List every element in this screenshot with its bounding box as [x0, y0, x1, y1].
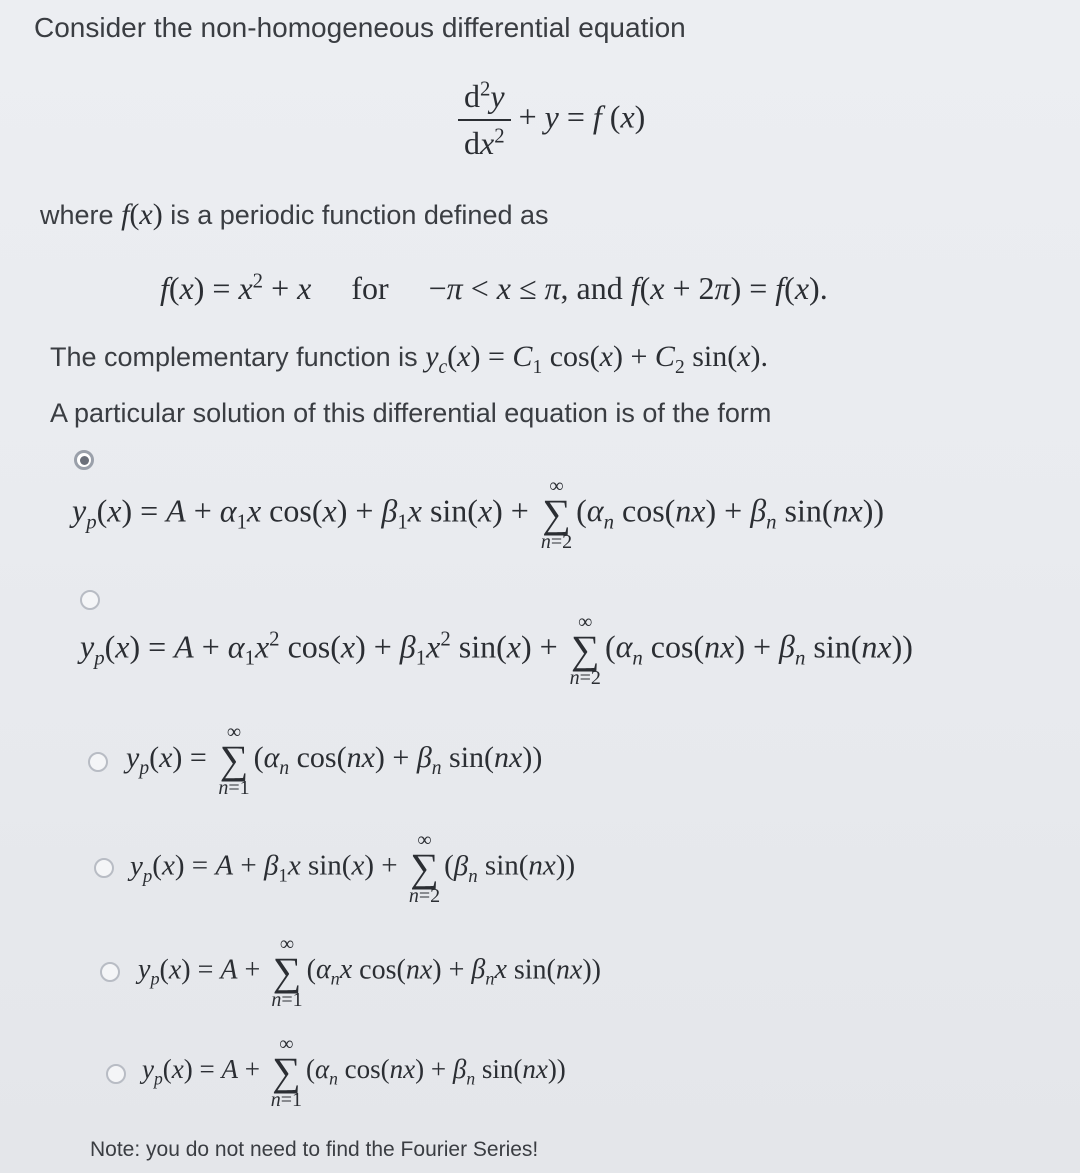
intro-text: Consider the non-homogeneous differential equation	[34, 12, 686, 43]
function-definition: $f(x) = x^2 + x$ for −π < x ≤ π, and f(x + 2π) = f(x).	[160, 269, 828, 306]
particular-text: A particular solution of this differential equation is of the form	[50, 398, 772, 428]
option-2-radio[interactable]	[80, 590, 100, 610]
for-word: for	[351, 270, 389, 306]
option-5-formula[interactable]: $y_p(x) = A$ + ∞ ∑ n=1 ($\alpha_nx$ $\cos(nx) + \beta_nx$ sin(nx))	[138, 933, 601, 1011]
option-3-radio[interactable]	[88, 752, 108, 772]
option-3-formula[interactable]: $y_p(x)$ = ∞ ∑ n=1 ($\alpha_n$ $\cos(nx) + \beta_n$ sin(nx))	[126, 721, 543, 799]
option-4-radio[interactable]	[94, 858, 114, 878]
note-text: Note: you do not need to find the Fourier Series!	[90, 1138, 539, 1161]
where-prefix: where	[40, 200, 114, 230]
option-2-formula[interactable]: $y_p(x) = A + \alpha_1x^2$ $\cos(x) + \beta_1x^2$ sin(x) + ∞ ∑ n=2 ($\alpha_n$ $\cos(nx) + \beta_n$ sin(nx))	[80, 611, 913, 689]
and-word: and	[576, 270, 623, 306]
option-4-formula[interactable]: $y_p(x) = A + \beta_1x$ sin(x) + ∞ ∑ n=2 ($\beta_n$ sin(nx))	[130, 829, 576, 907]
where-suffix: is a periodic function defined as	[170, 200, 549, 230]
option-6-radio[interactable]	[106, 1064, 126, 1084]
option-1-formula[interactable]: $y_p(x) = A + \alpha_1x$ $\cos(x) + \beta_1x$ sin(x) + ∞ ∑ n=2 ($\alpha_n$ $\cos(nx) + \beta_n$ sin(nx))	[72, 475, 885, 553]
option-1-radio[interactable]	[74, 450, 94, 470]
comp-prefix: The complementary function is	[50, 342, 418, 372]
option-5-radio[interactable]	[100, 962, 120, 982]
where-line: where f(x) is a periodic function defined as	[40, 198, 549, 231]
complementary-line: The complementary function is $y_c(x) = C_1$ $\cos(x) + C_2$ sin(x).	[50, 340, 769, 378]
option-6-formula[interactable]: $y_p(x) = A$ + ∞ ∑ n=1 ($\alpha_n$ $\cos(nx) + \beta_n$ sin(nx))	[142, 1033, 566, 1111]
ode-equation: $\frac{d^2y}{dx^2}$ + y = f (x)	[458, 78, 645, 162]
